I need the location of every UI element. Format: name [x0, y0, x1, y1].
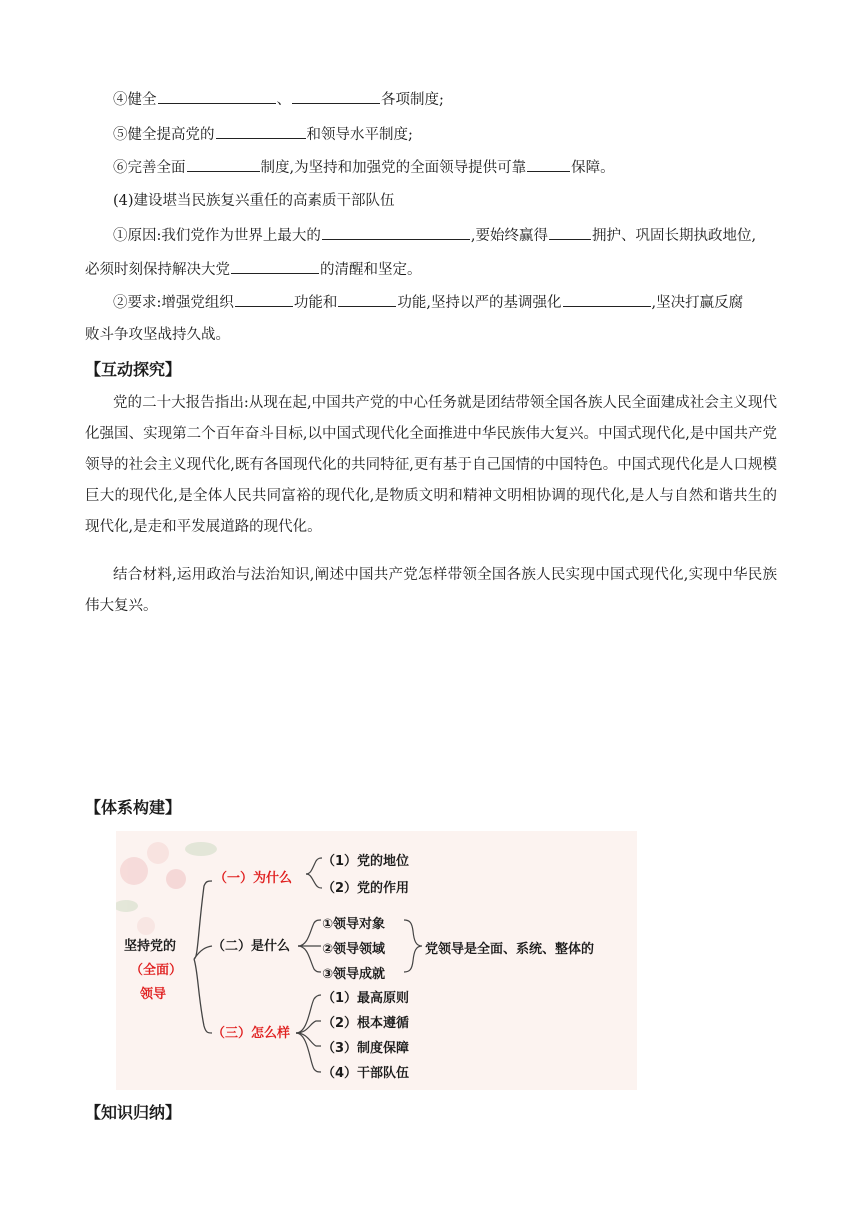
text-segment: ,坚决打赢反腐 — [651, 295, 744, 311]
root-label-3: 领导 — [140, 987, 167, 1002]
branch-what-item: ①领导对象 — [322, 917, 386, 932]
text-segment: ,要始终赢得 — [470, 228, 548, 244]
concept-diagram — [116, 831, 637, 1090]
text-segment: 的清醒和坚定。 — [320, 262, 422, 278]
material-paragraph: 党的二十大报告指出:从现在起,中国共产党的中心任务就是团结带领全国各族人民全面建成社会主义现代化强国、实现第二个百年奋斗目标,以中国式现代化全面推进中华民族伟大复兴。中国式现代化,是中国共产党领导的社会主义现代化,既有各国现代化的共同特征,更有基于自己国情的中国特色。中国式现代化是人口规模巨大的现代化,是全体人民共同富裕的现代化,是物质文明和精神文明相协调的现代化,是人与自然和谐共生的现代化,是走和平发展道路的现代化。 — [85, 395, 777, 535]
branch-what-item: ③领导成就 — [322, 967, 386, 982]
branch-how-item: （2）根本遵循 — [322, 1016, 410, 1031]
floral-decoration-icon — [116, 842, 217, 935]
branch-how-item: （3）制度保障 — [322, 1041, 410, 1056]
fill-blank[interactable] — [292, 89, 380, 104]
branch-what: （二）是什么 — [212, 939, 291, 954]
branch-how-item: （1）最高原则 — [322, 991, 410, 1006]
reason-line-1 — [113, 225, 813, 246]
fill-blank[interactable] — [549, 225, 591, 240]
fill-blank[interactable] — [216, 124, 306, 139]
text-segment: 、 — [276, 92, 291, 108]
text-segment: ②要求:增强党组织 — [113, 295, 234, 311]
fill-blank[interactable] — [187, 157, 260, 172]
branch-how-item: （4）干部队伍 — [322, 1066, 410, 1081]
fill-blank[interactable] — [322, 225, 470, 240]
text-segment: 和领导水平制度; — [306, 127, 413, 143]
heading-4: (4)建设堪当民族复兴重任的高素质干部队伍 — [113, 193, 395, 209]
text-segment: 保障。 — [571, 160, 615, 176]
branch-why-item: （2）党的作用 — [322, 881, 410, 896]
item-4-line — [113, 89, 813, 110]
section-title-system: 【体系构建】 — [85, 798, 182, 817]
text-segment: 功能,坚持以严的基调强化 — [397, 295, 562, 311]
question-paragraph: 结合材料,运用政治与法治知识,阐述中国共产党怎样带领全国各族人民实现中国式现代化,实现中华民族伟大复兴。 — [85, 567, 777, 614]
branch-why: （一）为什么 — [214, 871, 293, 886]
branch-what-item: ②领导领域 — [322, 942, 386, 957]
text-segment: 功能和 — [293, 295, 338, 311]
text-segment: ④健全 — [113, 92, 157, 108]
fill-blank[interactable] — [158, 89, 276, 104]
requirement-line-1 — [113, 292, 813, 313]
item-5-line — [113, 124, 813, 145]
requirement-line-2: 败斗争攻坚战持久战。 — [85, 327, 230, 343]
text-segment: ①原因:我们党作为世界上最大的 — [113, 228, 321, 244]
fill-blank[interactable] — [235, 292, 293, 307]
root-label-1: 坚持党的 — [124, 939, 177, 954]
fill-blank[interactable] — [563, 292, 651, 307]
text-segment: ⑥完善全面 — [113, 160, 186, 176]
reason-line-2 — [85, 259, 785, 280]
section-title-knowledge: 【知识归纳】 — [85, 1103, 182, 1122]
text-segment: 必须时刻保持解决大党 — [85, 262, 230, 278]
text-segment: 拥护、巩固长期执政地位, — [592, 228, 757, 244]
fill-blank[interactable] — [231, 259, 319, 274]
section-title-interactive: 【互动探究】 — [85, 360, 182, 379]
item-6-line — [113, 157, 813, 178]
fill-blank[interactable] — [527, 157, 570, 172]
root-label-2: （全面） — [130, 963, 183, 978]
branch-why-item: （1）党的地位 — [322, 854, 410, 869]
branch-what-summary: 党领导是全面、系统、整体的 — [425, 942, 595, 957]
branch-how: （三）怎么样 — [212, 1026, 291, 1041]
fill-blank[interactable] — [338, 292, 396, 307]
text-segment: 各项制度; — [381, 92, 444, 108]
text-segment: ⑤健全提高党的 — [113, 127, 215, 143]
text-segment: 制度,为坚持和加强党的全面领导提供可靠 — [260, 160, 527, 176]
